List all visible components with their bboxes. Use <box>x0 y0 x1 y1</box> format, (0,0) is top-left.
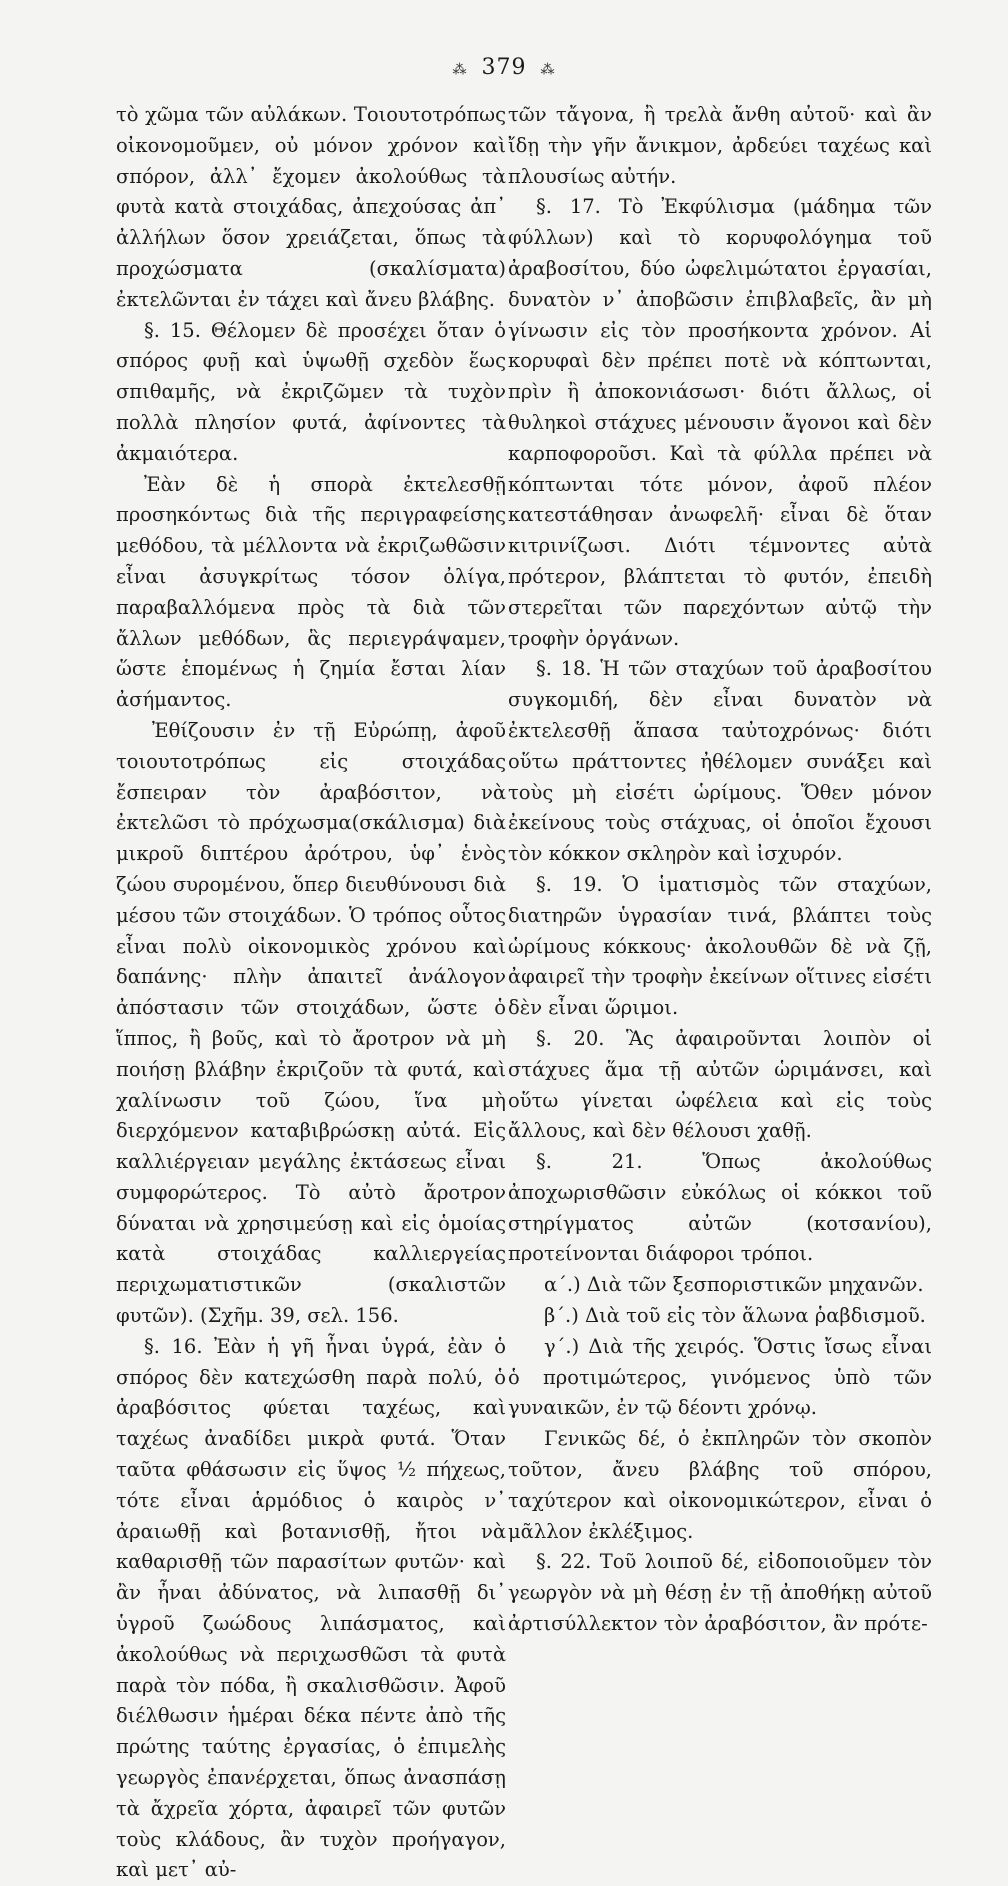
paragraph: Ἐὰν δὲ ἡ σπορὰ ἐκτελεσθῇ προσηκόντως διὰ τῆς περιγραφείσης μεθόδου, τὰ μέλλοντα νὰ ἐκριζωθῶσιν εἶναι ἀσυγκρίτως τόσον ὀλίγα, παραβαλλόμενα πρὸς τὰ διὰ τῶν ἄλλων μεθόδων, ἃς περιεγράψαμεν, ὥστε ἑπομένως ἡ ζημία ἔσται λίαν ἀσήμαντος. <box>116 472 506 712</box>
page-header <box>0 55 1008 80</box>
section-17-paragraph: §. 17. Τὸ Ἐκφύλισμα (μάδημα τῶν φύλλων) καὶ τὸ κορυφολόγημα τοῦ ἀραβοσίτου, δύο ὠφελιμώτατοι ἐργασίαι, δυνατὸν ν᾽ ἀποβῶσιν ἐπιβλαβεῖς, ἂν μὴ γίνωσιν εἰς τὸν προσήκοντα χρόνον. Αἱ κορυφαὶ δὲν πρέπει ποτὲ νὰ κόπτωνται, πρὶν ἢ ἀποκονιάσωσι· διότι ἄλλως, οἱ θυληκοὶ στάχυες μένουσιν ἄγονοι καὶ δὲν καρποφοροῦσι. Καὶ τὰ φύλλα πρέπει νὰ κόπτωνται τότε μόνον, ἀφοῦ πλέον κατεστάθησαν ἀνωφελῆ· εἶναι δὲ ὅταν κιτρινίζωσι. Διότι τέμνοντες αὐτὰ πρότερον, βλάπτεται τὸ φυτόν, ἐπειδὴ στερεῖται τῶν παρεχόντων αὐτῷ τὴν τροφὴν ὀργάνων. <box>508 195 932 650</box>
left-column <box>116 100 506 1886</box>
list-item: α΄.) Διὰ τῶν ξεσποριστικῶν μηχανῶν. <box>544 1273 924 1297</box>
ornament-right-icon: ⁂ <box>540 62 556 78</box>
paragraph: Ἐθίζουσιν ἐν τῇ Εὐρώπῃ, ἀφοῦ τοιουτοτρόπως εἰς στοιχάδας ἔσπειραν τὸν ἀραβόσιτον, νὰ ἐκτελῶσι τὸ πρόχωσμα(σκάλισμα) διὰ μικροῦ διπτέρου ἀρότρου, ὑφ᾽ ἑνὸς ζώου συρομένου, ὅπερ διευθύνουσι διὰ μέσου τῶν στοιχάδων. Ὁ τρόπος οὗτος εἶναι πολὺ οἰκονομικὸς χρόνου καὶ δαπάνης· πλὴν ἀπαιτεῖ ἀνάλογον ἀπόστασιν τῶν στοιχάδων, ὥστε ὁ ἵππος, ἢ βοῦς, καὶ τὸ ἄροτρον νὰ μὴ ποιήσῃ βλάβην ἐκριζοῦν τὰ φυτά, καὶ χαλίνωσιν τοῦ ζώου, ἵνα μὴ διερχόμενον καταβιβρώσκῃ αὐτά. Εἰς καλλιέργειαν μεγάλης ἐκτάσεως εἶναι συμφορώτερος. Τὸ αὐτὸ ἄροτρον δύναται νὰ χρησιμεύσῃ καὶ εἰς ὁμοίας κατὰ στοιχάδας καλλιεργείας περιχωματιστικῶν (σκαλιστῶν φυτῶν). (Σχῆμ. 39, σελ. 156. <box>116 718 506 1328</box>
paragraph: τῶν τἄγονα, ἢ τρελὰ ἄνθη αὐτοῦ· καὶ ἂν ἴδῃ τὴν γῆν ἄνικμον, ἀρδεύει ταχέως καὶ πλουσίως αὐτήν. <box>508 103 932 188</box>
section-19-paragraph: §. 19. Ὁ ἱματισμὸς τῶν σταχύων, διατηρῶν ὑγρασίαν τινά, βλάπτει τοὺς ὡρίμους κόκκους· ἀκολουθῶν δὲ νὰ ζῇ, ἀφαιρεῖ τὴν τροφὴν ἐκείνων οἵτινες εἰσέτι δὲν εἶναι ὥριμοι. <box>508 872 932 1020</box>
ornament-left-icon: ⁂ <box>452 62 468 78</box>
paragraph: τὸ χῶμα τῶν αὐλάκων. Τοιουτοτρόπως οἰκονομοῦμεν, οὐ μόνον χρόνον καὶ σπόρον, ἀλλ᾽ ἔχομεν ἀκολούθως τὰ φυτὰ κατὰ στοιχάδας, ἀπεχούσας ἀπ᾽ ἀλλήλων ὅσον χρειάζεται, ὅπως τὰ προχώσματα (σκαλίσματα) ἐκτελῶνται ἐν τάχει καὶ ἄνευ βλάβης. <box>116 103 506 311</box>
right-column <box>508 100 932 1640</box>
paragraph: Γενικῶς δέ, ὁ ἐκπληρῶν τὸν σκοπὸν τοῦτον, ἄνευ βλάβης τοῦ σπόρου, ταχύτερον καὶ οἰκονομικώτερον, εἶναι ὁ μᾶλλον ἐκλέξιμος. <box>508 1427 932 1543</box>
section-18-paragraph: §. 18. Ἡ τῶν σταχύων τοῦ ἀραβοσίτου συγκομιδή, δὲν εἶναι δυνατὸν νὰ ἐκτελεσθῇ ἅπασα ταὐτοχρόνως· διότι οὕτω πράττοντες ἠθέλομεν συνάξει καὶ τοὺς μὴ εἰσέτι ὡρίμους. Ὅθεν μόνον ἐκείνους τοὺς στάχυας, οἱ ὁποῖοι ἔχουσι τὸν κόκκον σκληρὸν καὶ ἰσχυρόν. <box>508 657 932 866</box>
section-21-paragraph: §. 21. Ὅπως ἀκολούθως ἀποχωρισθῶσιν εὐκόλως οἱ κόκκοι τοῦ στηρίγματος αὐτῶν (κοτσανίου), προτείνονται διάφοροι τρόποι. <box>508 1150 932 1266</box>
section-20-paragraph: §. 20. Ἃς ἀφαιροῦνται λοιπὸν οἱ στάχυες ἅμα τῇ αὐτῶν ὡριμάνσει, καὶ οὕτω γίνεται ὠφέλεια καὶ εἰς τοὺς ἄλλους, καὶ δὲν θέλουσι χαθῇ. <box>508 1026 932 1143</box>
list-item: β΄.) Διὰ τοῦ εἰς τὸν ἅλωνα ῥαβδισμοῦ. <box>544 1304 926 1328</box>
section-15-paragraph: §. 15. Θέλομεν δὲ προσέχει ὅταν ὁ σπόρος φυῇ καὶ ὑψωθῇ σχεδὸν ἕως σπιθαμῆς, νὰ ἐκριζῶμεν τὰ τυχὸν πολλὰ πλησίον φυτά, ἀφίνοντες τὰ ἀκμαιότερα. <box>116 318 506 465</box>
list-item: γ΄.) Διὰ τῆς χειρός. Ὅστις ἴσως εἶναι ὁ προτιμώτερος, γινόμενος ὑπὸ τῶν γυναικῶν, ἐν τῷ δέοντι χρόνῳ. <box>508 1334 932 1420</box>
section-16-paragraph: §. 16. Ἐὰν ἡ γῆ ἦναι ὑγρά, ἐὰν ὁ σπόρος δὲν κατεχώσθη παρὰ πολύ, ὁ ἀραβόσιτος φύεται ταχέως, καὶ ταχέως ἀναδίδει μικρὰ φυτά. Ὅταν ταῦτα φθάσωσιν εἰς ὕψος ½ πήχεως, τότε εἶναι ἁρμόδιος ὁ καιρὸς ν᾽ ἀραιωθῇ καὶ βοτανισθῇ, ἤτοι νὰ καθαρισθῇ τῶν παρασίτων φυτῶν· καὶ ἂν ἦναι ἀδύνατος, νὰ λιπασθῇ δι᾽ ὑγροῦ ζωώδους λιπάσματος, καὶ ἀκολούθως νὰ περιχωσθῶσι τὰ φυτὰ παρὰ τὸν πόδα, ἢ σκαλισθῶσιν. Ἀφοῦ διέλθωσιν ἡμέραι δέκα πέντε ἀπὸ τῆς πρώτης ταύτης ἐργασίας, ὁ ἐπιμελὴς γεωργὸς ἐπανέρχεται, ὅπως ἀνασπάσῃ τὰ ἄχρεῖα χόρτα, ἀφαιρεῖ τῶν φυτῶν τοὺς κλάδους, ἂν τυχὸν προήγαγον, καὶ μετ᾽ αὐ- <box>116 1334 506 1882</box>
section-22-paragraph: §. 22. Τοῦ λοιποῦ δέ, εἰδοποιοῦμεν τὸν γεωργὸν νὰ μὴ θέσῃ ἐν τῇ ἀποθήκῃ αὐτοῦ ἀρτισύλλεκτον τὸν ἀραβόσιτον, ἂν πρότε- <box>508 1550 932 1636</box>
page-number: 379 <box>481 55 527 80</box>
